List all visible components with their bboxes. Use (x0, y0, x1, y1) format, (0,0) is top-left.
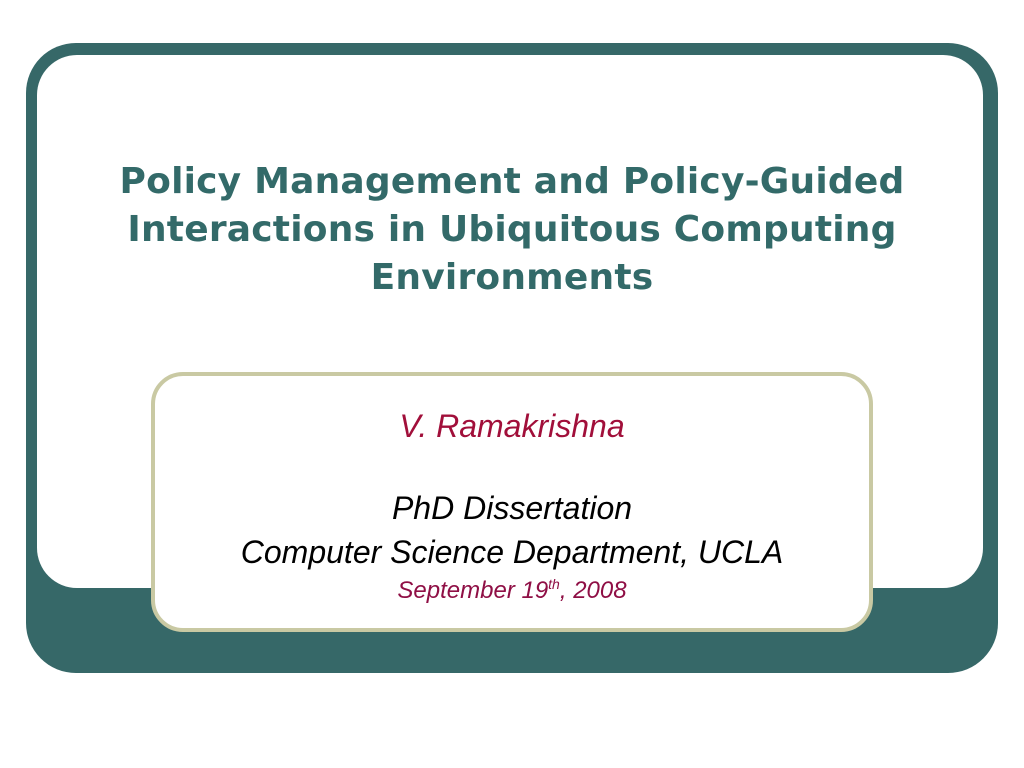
presentation-date (155, 576, 869, 606)
date-superscript: th (548, 576, 560, 592)
dissertation-label: PhD Dissertation (391, 490, 633, 526)
author-name: V. Ramakrishna (399, 408, 625, 444)
department-label: Computer Science Department, UCLA (240, 534, 784, 570)
subtitle-box (151, 372, 873, 632)
date-suffix: , 2008 (559, 577, 627, 604)
date-prefix: September 19 (397, 577, 549, 604)
slide-title: Policy Management and Policy-Guided Interactions in Ubiquitous Computing Environments (119, 161, 905, 298)
